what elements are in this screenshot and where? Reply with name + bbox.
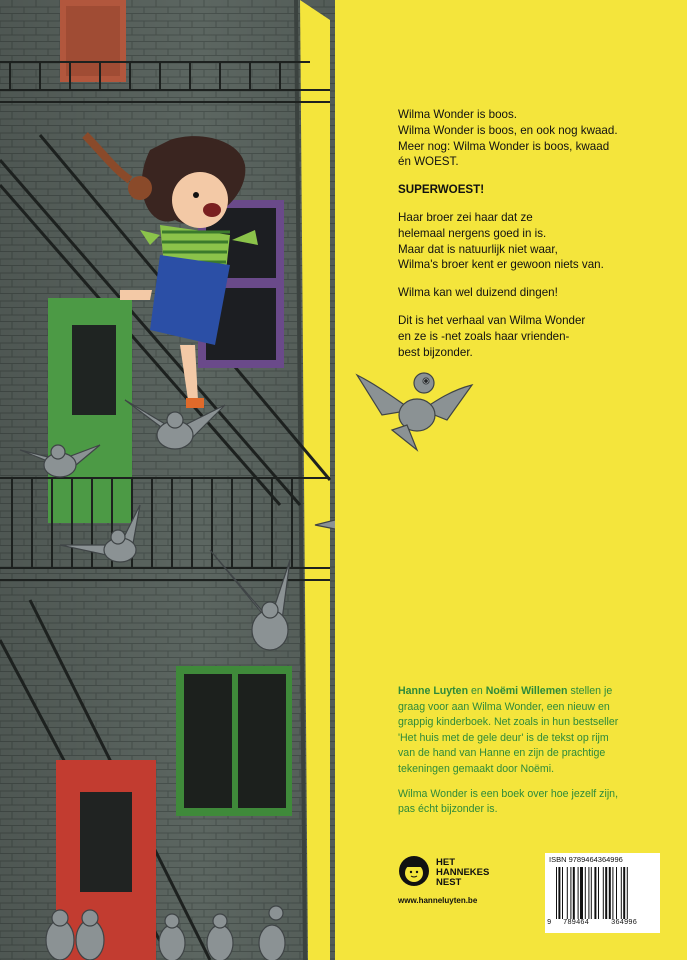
blurb-line: Dit is het verhaal van Wilma Wonder xyxy=(398,313,586,327)
barcode-bar xyxy=(623,867,625,919)
barcode-digit-group: 364996 xyxy=(611,919,637,927)
isbn-barcode xyxy=(545,853,660,933)
blurb-line: en ze is -net zoals haar vrienden- xyxy=(398,329,570,343)
barcode-bar xyxy=(558,867,560,919)
barcode-bar xyxy=(616,867,617,919)
credits-line: Wilma Wonder is een boek over hoe jezelf zijn, xyxy=(398,787,619,800)
blurb-paragraph: Wilma kan wel duizend dingen! xyxy=(398,286,558,300)
blurb-line: én WOEST. xyxy=(398,155,459,169)
barcode-bar xyxy=(573,867,575,919)
pigeon-flying-icon xyxy=(352,365,477,455)
publisher-website: www.hanneluyten.be xyxy=(398,896,478,905)
barcode-bar xyxy=(594,867,596,919)
blurb-line: best bijzonder. xyxy=(398,345,473,359)
barcode-bar xyxy=(603,867,604,919)
barcode-bar xyxy=(580,867,583,919)
barcode-bar xyxy=(570,867,571,919)
author-name: Hanne Luyten xyxy=(398,685,469,697)
barcode-bar xyxy=(598,867,599,919)
credits-line: pas écht bijzonder is. xyxy=(398,803,498,816)
blurb-line: Meer nog: Wilma Wonder is boos, kwaad xyxy=(398,139,610,153)
barcode-bars xyxy=(555,867,657,919)
credits-line-rest: stellen je xyxy=(570,685,613,697)
barcode-bar xyxy=(588,867,589,919)
blurb-line: Wilma Wonder is boos. xyxy=(398,108,517,121)
blurb-line: Wilma Wonder is boos, en ook nog kwaad. xyxy=(398,123,618,137)
barcode-bar xyxy=(609,867,611,919)
credits-line: grappig kinderboek. Net zoals in hun bestseller xyxy=(398,716,619,729)
credits-closing xyxy=(398,787,660,818)
barcode-bar xyxy=(591,867,592,919)
credits-text xyxy=(398,684,660,827)
barcode-bar xyxy=(567,867,568,919)
credits-line: tekeningen gemaakt door Noëmi. xyxy=(398,762,555,775)
barcode-bar xyxy=(585,867,586,919)
blurb-line: Wilma's broer kent er gewoon niets van. xyxy=(398,258,604,272)
barcode-bar xyxy=(605,867,607,919)
publisher-name xyxy=(436,858,489,888)
credits-and: en xyxy=(471,685,483,697)
credits-line: 'Het huis met de gele deur' is de tekst op rijm xyxy=(398,731,609,744)
blurb-paragraph xyxy=(398,107,660,170)
blurb-line: Maar dat is natuurlijk niet waar, xyxy=(398,242,558,256)
credits-paragraph xyxy=(398,684,660,778)
blurb-line: helemaal nergens goed in is. xyxy=(398,226,547,240)
green-window xyxy=(176,666,292,816)
credits-line: van de hand van Hanne en zijn de prachtige xyxy=(398,747,606,760)
credits-line: graag voor aan Wilma Wonder, een nieuw en xyxy=(398,700,610,713)
credits-line xyxy=(398,684,660,700)
blurb-paragraph xyxy=(398,210,660,273)
publisher-name-line: HET xyxy=(436,857,455,868)
blurb-exclamation: SUPERWOEST! xyxy=(398,183,485,197)
barcode-bar xyxy=(556,867,557,919)
barcode-bar xyxy=(578,867,579,919)
isbn-label: ISBN 9789464364996 xyxy=(549,855,623,864)
back-cover-blurb xyxy=(398,107,660,372)
illustrator-name: Noëmi Willemen xyxy=(485,685,568,697)
barcode-bar xyxy=(562,867,563,919)
barcode-bar xyxy=(627,867,628,919)
publisher-name-line: HANNEKES xyxy=(436,867,490,878)
barcode-digit-group: 789464 xyxy=(563,919,589,927)
blurb-line: Haar broer zei haar dat ze xyxy=(398,210,533,224)
green-door xyxy=(48,298,132,523)
publisher-face-icon xyxy=(398,855,430,887)
barcode-digit-first: 9 xyxy=(547,919,552,927)
barcode-bar xyxy=(612,867,613,919)
barcode-bar xyxy=(621,867,622,919)
blurb-paragraph xyxy=(398,313,660,360)
publisher-name-line: NEST xyxy=(436,877,462,888)
cover-illustration xyxy=(0,0,335,960)
